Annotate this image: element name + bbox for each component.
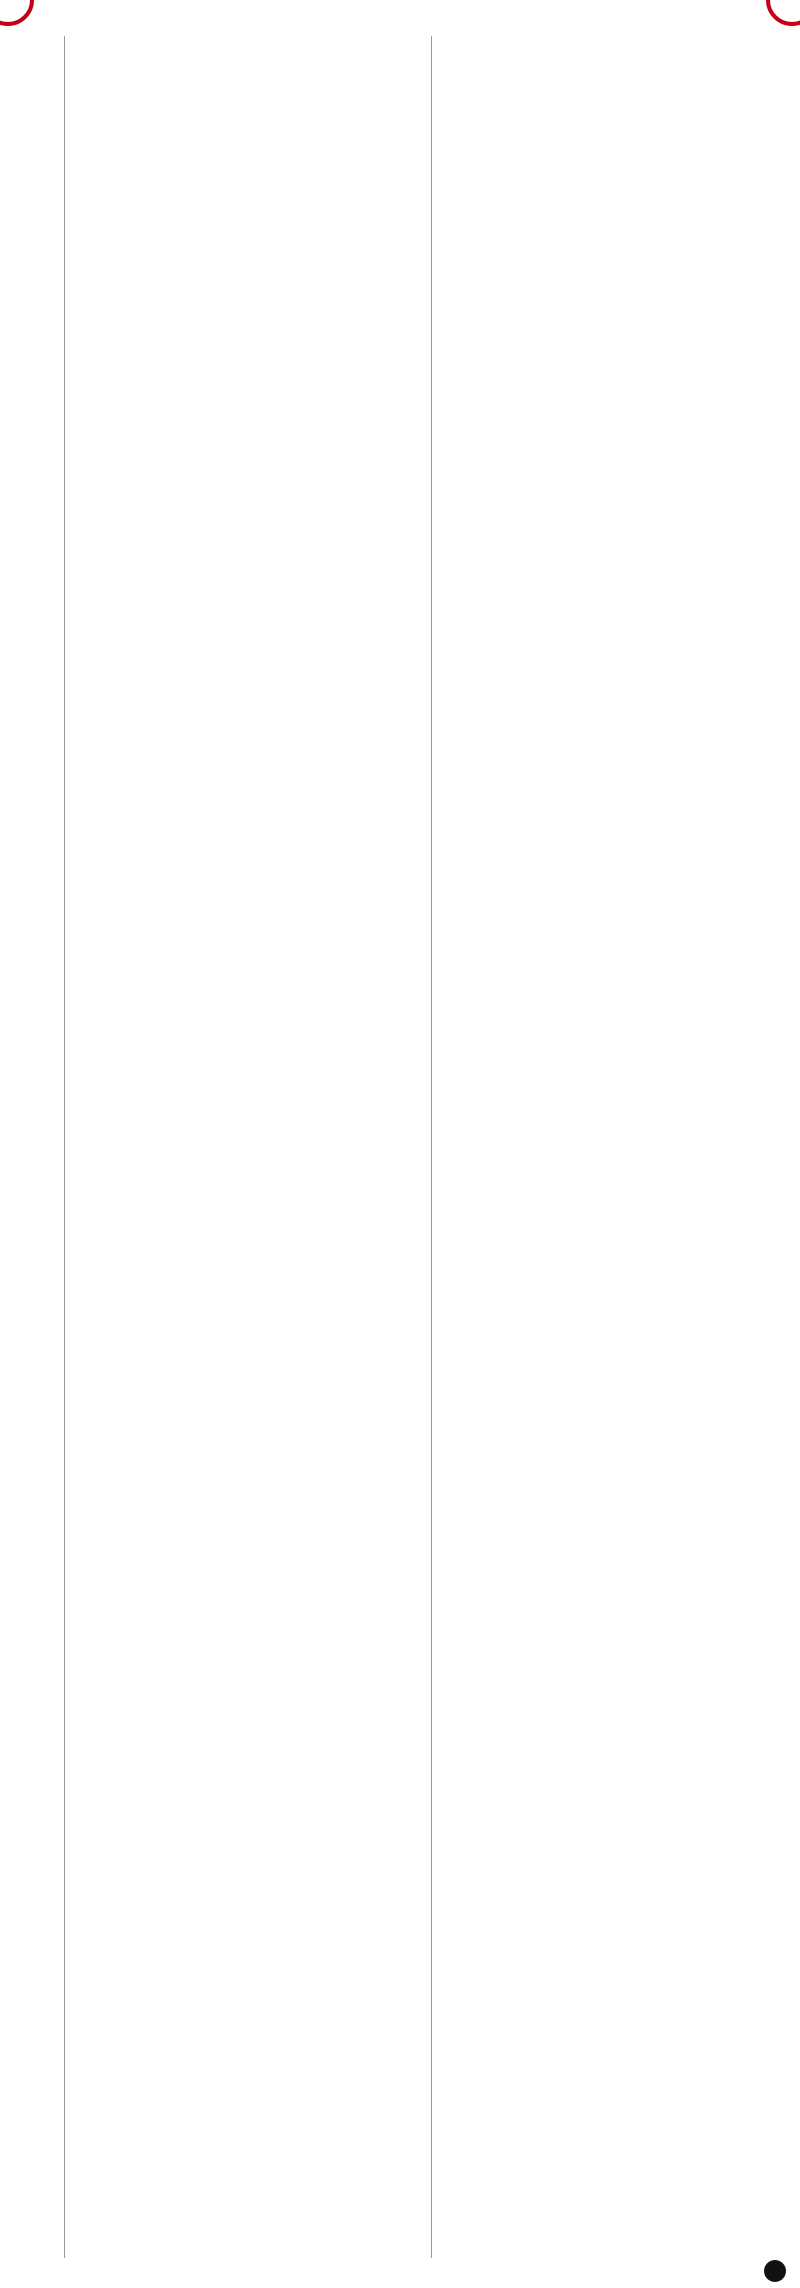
middle-column [70,32,428,2260]
page-number-badge [764,2260,786,2282]
right-emblem-circle [766,0,800,26]
column-divider-left [64,36,65,2258]
column-divider-right [431,36,432,2258]
top-band [0,0,800,22]
left-emblem-circle [0,0,34,26]
right-column [434,32,792,2260]
left-fragment-column [0,32,62,2260]
